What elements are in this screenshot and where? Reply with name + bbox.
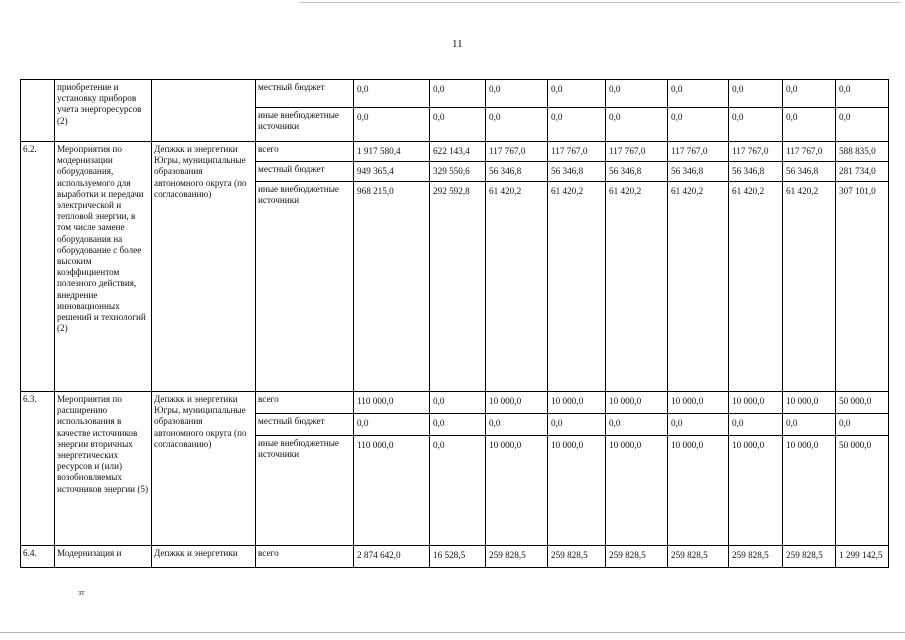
amount-cell: 0,0 (729, 80, 783, 108)
amount-cell: 110 000,0 (354, 436, 430, 546)
amount-cell: 1 299 142,5 (836, 546, 889, 568)
funding-source-cell: всего (256, 392, 354, 414)
amount-cell: 0,0 (354, 108, 430, 142)
amount-cell: 0,0 (430, 392, 486, 414)
amount-cell: 1 917 580,4 (354, 142, 430, 162)
amount-cell: 56 346,8 (606, 162, 668, 182)
table-row (21, 392, 889, 414)
page-number: 11 (452, 38, 463, 50)
amount-cell: 117 767,0 (783, 142, 836, 162)
amount-cell: 259 828,5 (548, 546, 606, 568)
table-row (21, 142, 889, 162)
amount-cell: 259 828,5 (606, 546, 668, 568)
amount-cell: 0,0 (729, 108, 783, 142)
amount-cell: 2 874 642,0 (354, 546, 430, 568)
amount-cell: 56 346,8 (729, 162, 783, 182)
amount-cell: 110 000,0 (354, 392, 430, 414)
amount-cell: 329 550,6 (430, 162, 486, 182)
amount-cell: 61 420,2 (486, 182, 548, 392)
amount-cell: 50 000,0 (836, 436, 889, 546)
amount-cell: 0,0 (430, 414, 486, 436)
amount-cell: 16 528,5 (430, 546, 486, 568)
funding-source-cell: иные внебюджетные источники (256, 108, 354, 142)
amount-cell: 117 767,0 (486, 142, 548, 162)
amount-cell: 307 101,0 (836, 182, 889, 392)
amount-cell: 10 000,0 (729, 392, 783, 414)
amount-cell: 0,0 (836, 414, 889, 436)
amount-cell: 0,0 (606, 414, 668, 436)
amount-cell: 259 828,5 (783, 546, 836, 568)
table-body (21, 80, 889, 568)
item-name-cell: Модернизация и (55, 546, 152, 568)
item-code-cell: 6.4. (21, 546, 55, 568)
amount-cell: 0,0 (548, 108, 606, 142)
amount-cell: 588 835,0 (836, 142, 889, 162)
amount-cell: 0,0 (486, 414, 548, 436)
funding-source-cell: всего (256, 142, 354, 162)
amount-cell: 0,0 (548, 414, 606, 436)
amount-cell: 10 000,0 (548, 392, 606, 414)
amount-cell: 0,0 (430, 436, 486, 546)
amount-cell: 0,0 (729, 414, 783, 436)
amount-cell: 281 734,0 (836, 162, 889, 182)
amount-cell: 61 420,2 (783, 182, 836, 392)
amount-cell: 259 828,5 (729, 546, 783, 568)
amount-cell: 0,0 (783, 414, 836, 436)
funding-source-cell: местный бюджет (256, 414, 354, 436)
table-row (21, 80, 889, 108)
funding-source-cell: местный бюджет (256, 162, 354, 182)
amount-cell: 259 828,5 (668, 546, 729, 568)
amount-cell: 117 767,0 (729, 142, 783, 162)
amount-cell: 0,0 (606, 108, 668, 142)
funding-table (20, 79, 889, 568)
amount-cell: 10 000,0 (668, 436, 729, 546)
amount-cell: 0,0 (430, 80, 486, 108)
item-code-cell (21, 80, 55, 142)
amount-cell: 56 346,8 (486, 162, 548, 182)
amount-cell: 0,0 (783, 108, 836, 142)
amount-cell: 10 000,0 (548, 436, 606, 546)
amount-cell: 61 420,2 (548, 182, 606, 392)
table-row (21, 546, 889, 568)
amount-cell: 56 346,8 (783, 162, 836, 182)
amount-cell: 61 420,2 (606, 182, 668, 392)
amount-cell: 117 767,0 (548, 142, 606, 162)
amount-cell: 117 767,0 (668, 142, 729, 162)
item-name-cell: Мероприятия по расширению использования в качестве источников энергии вторичных энергетических ресурсов и (или) возобновляемых источников энергии (5) (55, 392, 152, 546)
executor-cell (152, 80, 256, 142)
amount-cell: 0,0 (354, 414, 430, 436)
funding-source-cell: иные внебюджетные источники (256, 182, 354, 392)
amount-cell: 10 000,0 (486, 436, 548, 546)
scan-edge-top (300, 2, 900, 3)
funding-source-cell: иные внебюджетные источники (256, 436, 354, 546)
amount-cell: 0,0 (354, 80, 430, 108)
amount-cell: 292 592,8 (430, 182, 486, 392)
amount-cell: 0,0 (836, 80, 889, 108)
amount-cell: 0,0 (783, 80, 836, 108)
amount-cell: 10 000,0 (783, 392, 836, 414)
amount-cell: 0,0 (668, 108, 729, 142)
amount-cell: 0,0 (836, 108, 889, 142)
amount-cell: 10 000,0 (729, 436, 783, 546)
amount-cell: 0,0 (548, 80, 606, 108)
amount-cell: 10 000,0 (606, 436, 668, 546)
amount-cell: 622 143,4 (430, 142, 486, 162)
amount-cell: 0,0 (668, 80, 729, 108)
item-code-cell: 6.3. (21, 392, 55, 546)
amount-cell: 10 000,0 (606, 392, 668, 414)
item-code-cell: 6.2. (21, 142, 55, 392)
amount-cell: 61 420,2 (729, 182, 783, 392)
amount-cell: 117 767,0 (606, 142, 668, 162)
amount-cell: 10 000,0 (783, 436, 836, 546)
amount-cell: 968 215,0 (354, 182, 430, 392)
item-name-cell: приобретение и установку приборов учета энергоресурсов (2) (55, 80, 152, 142)
item-name-cell: Мероприятия по модернизации оборудования, используемого для выработки и передачи электрической и тепловой энергии, в том числе замене оборудования на оборудование с более высоким коэффициентом полезного действия, внедрение инновационных решений и технологий (2) (55, 142, 152, 392)
amount-cell: 0,0 (486, 80, 548, 108)
funding-source-cell: всего (256, 546, 354, 568)
amount-cell: 949 365,4 (354, 162, 430, 182)
executor-cell: Депжкк и энергетики Югры, муниципальные образования автономного округа (по согласованию) (152, 142, 256, 392)
amount-cell: 0,0 (668, 414, 729, 436)
amount-cell: 61 420,2 (668, 182, 729, 392)
amount-cell: 0,0 (606, 80, 668, 108)
amount-cell: 50 000,0 (836, 392, 889, 414)
amount-cell: 259 828,5 (486, 546, 548, 568)
footer-mark: зт (78, 588, 85, 597)
amount-cell: 0,0 (486, 108, 548, 142)
amount-cell: 0,0 (430, 108, 486, 142)
scan-edge-bottom (0, 632, 905, 633)
executor-cell: Депжкк и энергетики (152, 546, 256, 568)
executor-cell: Депжкк и энергетики Югры, муниципальные образования автономного округа (по согласованию) (152, 392, 256, 546)
funding-source-cell: местный бюджет (256, 80, 354, 108)
amount-cell: 10 000,0 (668, 392, 729, 414)
amount-cell: 10 000,0 (486, 392, 548, 414)
amount-cell: 56 346,8 (668, 162, 729, 182)
amount-cell: 56 346,8 (548, 162, 606, 182)
